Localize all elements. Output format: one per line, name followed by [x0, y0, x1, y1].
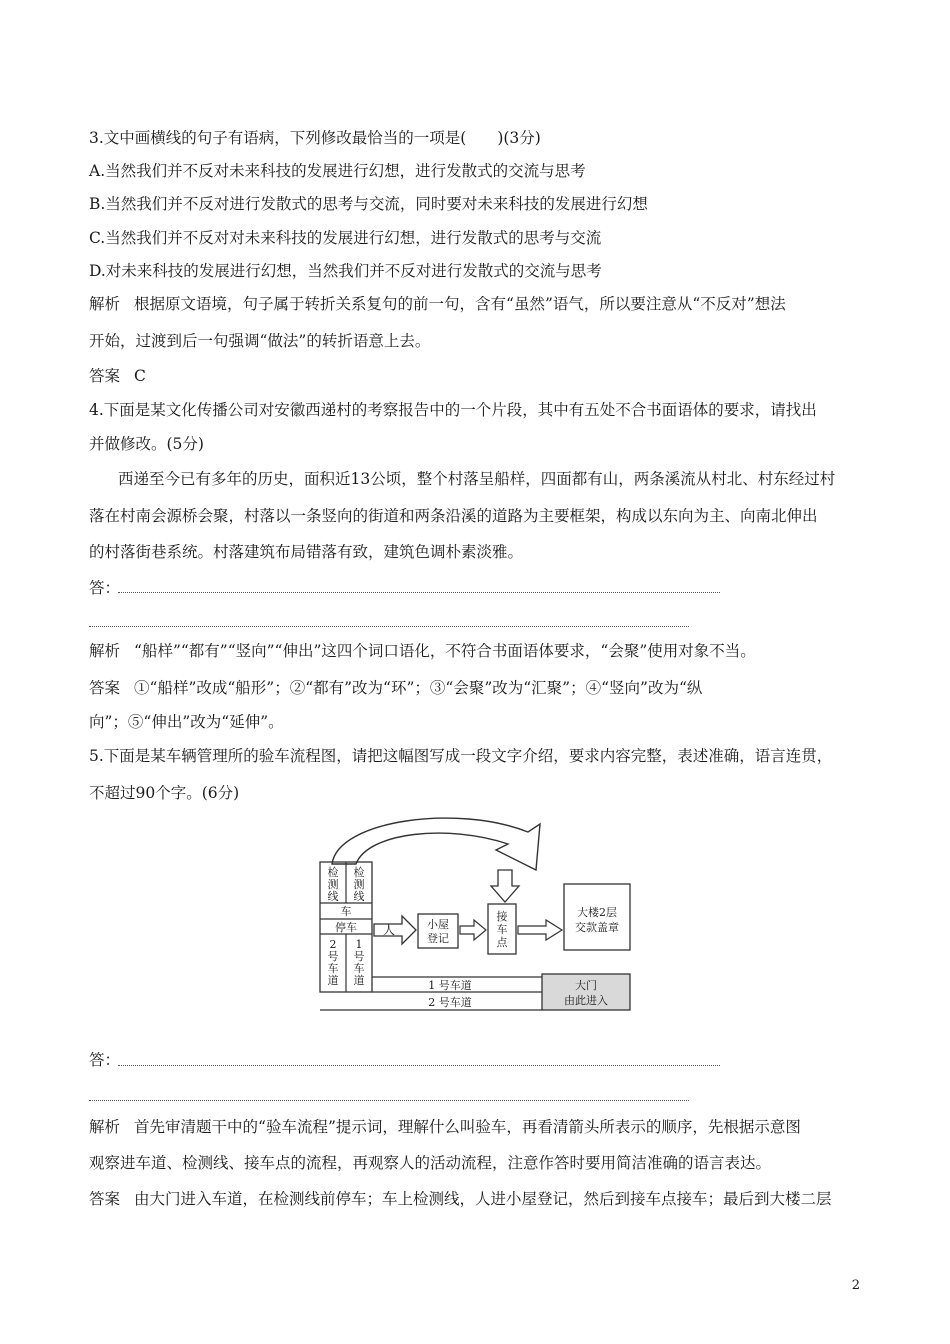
q5-stem: 5.下面是某车辆管理所的验车流程图，请把这幅图写成一段文字介绍，要求内容完整，表述准确，语言连贯， — [89, 747, 833, 765]
down-arrow — [491, 870, 519, 902]
detection-line-1-char-2: 测 — [327, 878, 339, 891]
analysis-label: 解析 — [89, 295, 121, 313]
building-label-2: 交款盖章 — [575, 921, 619, 934]
q4-analysis-text: “船样”“都有”“竖向”“伸出”这四个词口语化，不符合书面语体要求，“会聚”使用对象不当。 — [134, 642, 756, 660]
answer-label: 答案 — [89, 1190, 121, 1208]
answer-line — [118, 1065, 720, 1066]
lane2-v-4: 道 — [327, 974, 339, 987]
lane1-v-3: 车 — [353, 962, 365, 975]
gate-label-2: 由此进入 — [564, 994, 608, 1007]
q5-analysis — [89, 1117, 801, 1137]
q5-answer-prompt: 答： — [89, 1051, 121, 1069]
car-label: 车 — [340, 905, 352, 918]
pickup-char-1: 接 — [496, 910, 508, 923]
q4-answer — [89, 678, 702, 698]
analysis-label: 解析 — [89, 642, 121, 660]
q3-option-a: A.当然我们并不反对未来科技的发展进行幻想，进行发散式的交流与思考 — [89, 162, 586, 180]
q5-answer — [89, 1189, 832, 1209]
q5-analysis-cont: 观察进车道、检测线、接车点的流程，再观察人的活动流程，注意作答时要用简洁准确的语言表达。 — [89, 1154, 772, 1172]
detection-line-1-char-3: 线 — [327, 890, 339, 903]
q4-analysis — [89, 641, 756, 661]
arrow-to-building — [518, 920, 562, 940]
q5-stem-cont: 不超过90个字。(6分) — [89, 784, 240, 802]
q3-analysis — [89, 294, 786, 314]
inspection-flowchart — [318, 812, 634, 1016]
pickup-char-3: 点 — [496, 936, 508, 949]
q3-stem: 3.文中画横线的句子有语病，下列修改最恰当的一项是( )(3分) — [89, 129, 541, 147]
q5-answer-text: 由大门进入车道，在检测线前停车；车上检测线，人进小屋登记，然后到接车点接车；最后到大楼二层 — [134, 1190, 832, 1208]
person-label: 人 — [382, 923, 396, 937]
detection-line-2-char-2: 测 — [353, 878, 365, 891]
q5-analysis-text: 首先审清题干中的“验车流程”提示词，理解什么叫验车，再看清箭头所表示的顺序，先根据示意图 — [134, 1118, 801, 1136]
lane1-v-2: 号 — [353, 950, 365, 963]
lane1-v-1: 1 — [355, 938, 363, 951]
q4-passage-line-2: 落在村南会源桥会聚，村落以一条竖向的街道和两条沿溪的道路为主要框架，构成以东向为主、向南北伸出 — [89, 507, 818, 525]
q3-analysis-cont: 开始，过渡到后一句强调“做法”的转折语意上去。 — [89, 332, 431, 350]
arrow-to-pickup — [460, 920, 486, 940]
q3-option-d: D.对未来科技的发展进行幻想，当然我们并不反对进行发散式的交流与思考 — [89, 262, 602, 280]
pickup-char-2: 车 — [496, 923, 508, 936]
answer-line — [89, 1100, 689, 1101]
q3-option-c: C.当然我们并不反对对未来科技的发展进行幻想，进行发散式的思考与交流 — [89, 229, 602, 247]
q4-stem-cont: 并做修改。(5分) — [89, 435, 204, 453]
q4-answer-cont: 向”；⑤“伸出”改为“延伸”。 — [89, 713, 284, 731]
lane2-v-3: 车 — [327, 962, 339, 975]
answer-line — [89, 626, 689, 627]
lane1-label: 1 号车道 — [428, 979, 472, 992]
analysis-label: 解析 — [89, 1118, 121, 1136]
lane1-v-4: 道 — [353, 974, 365, 987]
q3-answer — [89, 366, 146, 386]
q3-answer-text: C — [134, 367, 146, 385]
answer-line — [118, 592, 720, 593]
lane2-v-1: 2 — [329, 938, 337, 951]
q4-answer-prompt: 答： — [89, 579, 121, 597]
parking-label: 停车 — [335, 921, 357, 934]
lane2-v-2: 号 — [327, 950, 339, 963]
detection-line-1-char-1: 检 — [327, 866, 339, 879]
answer-label: 答案 — [89, 679, 121, 697]
lane2-label: 2 号车道 — [428, 996, 472, 1009]
q4-stem: 4.下面是某文化传播公司对安徽西递村的考察报告中的一个片段，其中有五处不合书面语体的要求，请找出 — [89, 401, 817, 419]
building-label-1: 大楼2层 — [577, 906, 617, 919]
gate-label-1: 大门 — [575, 979, 597, 992]
q4-passage-line-3: 的村落街巷系统。村落建筑布局错落有致，建筑色调朴素淡雅。 — [89, 543, 524, 561]
page-number: 2 — [851, 1278, 860, 1293]
answer-label: 答案 — [89, 367, 121, 385]
q3-option-b: B.当然我们并不反对进行发散式的思考与交流，同时要对未来科技的发展进行幻想 — [89, 195, 648, 213]
detection-line-2-char-1: 检 — [353, 866, 365, 879]
cabin-label-1: 小屋 — [427, 918, 449, 931]
cabin-label-2: 登记 — [427, 932, 449, 945]
detection-line-2-char-3: 线 — [353, 890, 365, 903]
q4-passage-line-1: 西递至今已有多年的历史，面积近13公顷，整个村落呈船样，四面都有山，两条溪流从村北、村东经过村 — [118, 470, 836, 488]
q3-analysis-text: 根据原文语境，句子属于转折关系复句的前一句，含有“虽然”语气，所以要注意从“不反对”想法 — [134, 295, 786, 313]
q4-answer-text: ①“船样”改成“船形”；②“都有”改为“环”；③“会聚”改为“汇聚”；④“竖向”改为“纵 — [134, 679, 703, 697]
